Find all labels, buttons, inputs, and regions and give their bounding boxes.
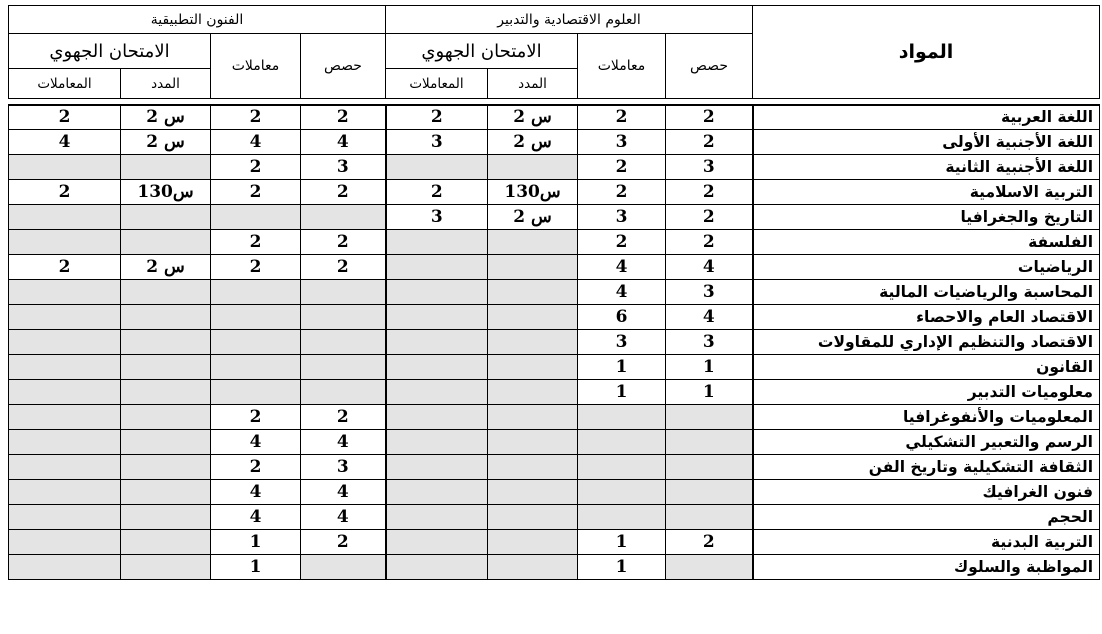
econ-coef-cell: 3	[578, 130, 666, 155]
subject-name: الحجم	[753, 505, 1100, 530]
econ-exam-coef-cell	[386, 230, 488, 255]
econ-exam-coef-cell	[386, 155, 488, 180]
econ-hours-cell: 3	[666, 155, 753, 180]
table-row	[9, 455, 1100, 480]
subject-name: القانون	[753, 355, 1100, 380]
table-row	[9, 355, 1100, 380]
econ-coef-cell: 1	[578, 530, 666, 555]
arts-exam-coef-cell	[9, 555, 121, 580]
arts-hours-cell: 4	[301, 130, 386, 155]
arts-hours-cell: 2	[301, 105, 386, 130]
table-row	[9, 330, 1100, 355]
econ-hours-header: حصص	[666, 34, 753, 99]
econ-duration-cell	[488, 405, 578, 430]
econ-exam-coef-cell	[386, 280, 488, 305]
subject-name: اللغة العربية	[753, 105, 1100, 130]
econ-duration-cell	[488, 155, 578, 180]
econ-hours-cell	[666, 480, 753, 505]
arts-duration-cell	[121, 480, 211, 505]
econ-exam-header: الامتحان الجهوي	[386, 34, 578, 69]
arts-exam-coef-cell: 2	[9, 105, 121, 130]
arts-group-header: الفنون التطبيقية	[9, 6, 386, 34]
subject-name: التربية الاسلامية	[753, 180, 1100, 205]
table-row	[9, 230, 1100, 255]
subject-name: المحاسبة والرياضيات المالية	[753, 280, 1100, 305]
arts-coef-cell: 4	[211, 130, 301, 155]
arts-coef-cell: 4	[211, 505, 301, 530]
table	[8, 5, 1100, 580]
table-row	[9, 305, 1100, 330]
econ-hours-cell: 2	[666, 130, 753, 155]
econ-hours-cell: 2	[666, 105, 753, 130]
arts-exam-coef-cell	[9, 330, 121, 355]
arts-coef-cell	[211, 280, 301, 305]
arts-coef-cell: 1	[211, 555, 301, 580]
arts-hours-cell	[301, 330, 386, 355]
econ-duration-cell: 2 س	[488, 205, 578, 230]
econ-exam-coef-cell	[386, 555, 488, 580]
table-row	[9, 530, 1100, 555]
subjects-header: المواد	[753, 6, 1100, 99]
arts-exam-coef-cell	[9, 405, 121, 430]
econ-duration-cell	[488, 530, 578, 555]
arts-coef-cell: 2	[211, 180, 301, 205]
econ-exam-coef-cell: 2	[386, 180, 488, 205]
arts-duration-cell	[121, 505, 211, 530]
subject-name: اللغة الأجنبية الأولى	[753, 130, 1100, 155]
arts-coef-cell: 1	[211, 530, 301, 555]
arts-duration-cell	[121, 355, 211, 380]
econ-duration-cell	[488, 230, 578, 255]
econ-coef-cell	[578, 505, 666, 530]
econ-coef-cell: 4	[578, 280, 666, 305]
econ-duration-cell	[488, 305, 578, 330]
econ-coef-cell: 1	[578, 555, 666, 580]
table-row	[9, 555, 1100, 580]
econ-coef-cell: 2	[578, 155, 666, 180]
econ-hours-cell: 1	[666, 355, 753, 380]
table-header	[9, 6, 1100, 105]
econ-hours-cell	[666, 405, 753, 430]
econ-duration-cell	[488, 555, 578, 580]
arts-exam-coef-cell	[9, 205, 121, 230]
arts-duration-cell	[121, 205, 211, 230]
econ-hours-cell	[666, 505, 753, 530]
subject-name: التاريخ والجغرافيا	[753, 205, 1100, 230]
arts-duration-cell	[121, 455, 211, 480]
arts-coef-cell	[211, 380, 301, 405]
arts-coef-cell: 2	[211, 405, 301, 430]
arts-exam-coef-cell	[9, 305, 121, 330]
table-body	[9, 105, 1100, 580]
table-row	[9, 180, 1100, 205]
arts-coef-cell: 4	[211, 480, 301, 505]
econ-duration-cell: 2 س	[488, 105, 578, 130]
econ-coef-cell: 6	[578, 305, 666, 330]
arts-coef-cell	[211, 205, 301, 230]
subjects-coefficients-table	[8, 5, 1099, 630]
econ-coef-cell: 1	[578, 355, 666, 380]
arts-hours-cell: 2	[301, 405, 386, 430]
econ-hours-cell: 1	[666, 380, 753, 405]
subject-name: معلوميات التدبير	[753, 380, 1100, 405]
econ-hours-cell: 3	[666, 330, 753, 355]
table-row	[9, 155, 1100, 180]
arts-duration-cell: 2 س	[121, 255, 211, 280]
econ-hours-cell	[666, 455, 753, 480]
econ-duration-cell	[488, 505, 578, 530]
arts-duration-cell	[121, 405, 211, 430]
econ-duration-cell	[488, 280, 578, 305]
arts-coef-cell: 2	[211, 155, 301, 180]
arts-hours-cell: 2	[301, 230, 386, 255]
econ-hours-cell: 4	[666, 255, 753, 280]
arts-duration-cell	[121, 555, 211, 580]
arts-hours-header: حصص	[301, 34, 386, 99]
econ-duration-cell: 2 س	[488, 130, 578, 155]
arts-exam-coef-header: المعاملات	[9, 69, 121, 99]
arts-coef-cell: 2	[211, 105, 301, 130]
subject-name: الفلسفة	[753, 230, 1100, 255]
arts-duration-cell	[121, 380, 211, 405]
econ-exam-coef-cell	[386, 305, 488, 330]
subject-name: الرسم والتعبير التشكيلي	[753, 430, 1100, 455]
arts-exam-coef-cell	[9, 280, 121, 305]
econ-coef-cell: 2	[578, 180, 666, 205]
subject-name: الرياضيات	[753, 255, 1100, 280]
arts-duration-cell	[121, 530, 211, 555]
econ-exam-coef-cell: 3	[386, 205, 488, 230]
econ-exam-coef-cell: 2	[386, 105, 488, 130]
arts-hours-cell: 2	[301, 530, 386, 555]
table-row	[9, 505, 1100, 530]
arts-exam-coef-cell	[9, 155, 121, 180]
table-row	[9, 205, 1100, 230]
arts-exam-coef-cell	[9, 505, 121, 530]
econ-exam-coef-cell	[386, 255, 488, 280]
arts-coef-cell: 2	[211, 230, 301, 255]
arts-hours-cell	[301, 355, 386, 380]
arts-hours-cell	[301, 380, 386, 405]
arts-exam-header: الامتحان الجهوي	[9, 34, 211, 69]
subject-name: المعلوميات والأنفوغرافيا	[753, 405, 1100, 430]
econ-exam-coef-cell: 3	[386, 130, 488, 155]
econ-hours-cell: 2	[666, 230, 753, 255]
arts-exam-coef-cell: 2	[9, 255, 121, 280]
arts-coef-cell	[211, 355, 301, 380]
arts-hours-cell	[301, 280, 386, 305]
econ-exam-coef-cell	[386, 330, 488, 355]
arts-hours-cell: 4	[301, 430, 386, 455]
econ-coef-cell: 2	[578, 230, 666, 255]
arts-duration-cell	[121, 155, 211, 180]
arts-exam-coef-cell	[9, 430, 121, 455]
subject-name: الاقتصاد والتنظيم الإداري للمقاولات	[753, 330, 1100, 355]
econ-exam-coef-cell	[386, 355, 488, 380]
econ-hours-cell	[666, 430, 753, 455]
econ-coef-cell: 3	[578, 330, 666, 355]
arts-duration-header: المدد	[121, 69, 211, 99]
subject-name: التربية البدنية	[753, 530, 1100, 555]
arts-exam-coef-cell	[9, 230, 121, 255]
arts-coef-cell: 2	[211, 255, 301, 280]
econ-duration-cell	[488, 430, 578, 455]
table-row	[9, 405, 1100, 430]
econ-coef-cell: 1	[578, 380, 666, 405]
econ-exam-coef-cell	[386, 480, 488, 505]
econ-duration-cell	[488, 380, 578, 405]
arts-hours-cell: 4	[301, 480, 386, 505]
arts-hours-cell: 2	[301, 180, 386, 205]
table-row	[9, 255, 1100, 280]
econ-duration-cell	[488, 255, 578, 280]
econ-coef-cell	[578, 430, 666, 455]
arts-duration-cell	[121, 430, 211, 455]
table-row	[9, 280, 1100, 305]
table-row	[9, 430, 1100, 455]
arts-hours-cell: 3	[301, 155, 386, 180]
arts-exam-coef-cell: 4	[9, 130, 121, 155]
econ-coef-cell	[578, 455, 666, 480]
econ-group-header: العلوم الاقتصادية والتدبير	[386, 6, 753, 34]
table-row	[9, 380, 1100, 405]
arts-coef-header: معاملات	[211, 34, 301, 99]
arts-exam-coef-cell	[9, 355, 121, 380]
arts-hours-cell	[301, 205, 386, 230]
econ-coef-header: معاملات	[578, 34, 666, 99]
arts-duration-cell	[121, 330, 211, 355]
econ-coef-cell: 3	[578, 205, 666, 230]
econ-hours-cell: 2	[666, 180, 753, 205]
arts-exam-coef-cell	[9, 380, 121, 405]
arts-hours-cell	[301, 555, 386, 580]
arts-exam-coef-cell	[9, 455, 121, 480]
arts-coef-cell	[211, 305, 301, 330]
arts-duration-cell	[121, 230, 211, 255]
econ-duration-cell	[488, 355, 578, 380]
arts-hours-cell	[301, 305, 386, 330]
econ-coef-cell	[578, 405, 666, 430]
econ-exam-coef-cell	[386, 405, 488, 430]
econ-coef-cell: 2	[578, 105, 666, 130]
arts-duration-cell	[121, 305, 211, 330]
econ-hours-cell	[666, 555, 753, 580]
arts-hours-cell: 4	[301, 505, 386, 530]
arts-duration-cell	[121, 280, 211, 305]
arts-coef-cell: 2	[211, 455, 301, 480]
econ-duration-cell	[488, 455, 578, 480]
arts-hours-cell: 2	[301, 255, 386, 280]
econ-hours-cell: 4	[666, 305, 753, 330]
arts-coef-cell	[211, 330, 301, 355]
econ-duration-cell	[488, 480, 578, 505]
econ-coef-cell	[578, 480, 666, 505]
econ-coef-cell: 4	[578, 255, 666, 280]
arts-duration-cell: 1س30	[121, 180, 211, 205]
subject-name: فنون الغرافيك	[753, 480, 1100, 505]
arts-duration-cell: 2 س	[121, 105, 211, 130]
econ-hours-cell: 3	[666, 280, 753, 305]
econ-duration-header: المدد	[488, 69, 578, 99]
subject-name: الاقتصاد العام والاحصاء	[753, 305, 1100, 330]
econ-hours-cell: 2	[666, 205, 753, 230]
econ-exam-coef-header: المعاملات	[386, 69, 488, 99]
arts-exam-coef-cell: 2	[9, 180, 121, 205]
econ-duration-cell	[488, 330, 578, 355]
subject-name: الثقافة التشكيلية وتاريخ الفن	[753, 455, 1100, 480]
arts-exam-coef-cell	[9, 480, 121, 505]
subject-name: المواظبة والسلوك	[753, 555, 1100, 580]
econ-duration-cell: 1س30	[488, 180, 578, 205]
table-row	[9, 105, 1100, 130]
table-row	[9, 480, 1100, 505]
arts-exam-coef-cell	[9, 530, 121, 555]
econ-hours-cell: 2	[666, 530, 753, 555]
econ-exam-coef-cell	[386, 380, 488, 405]
econ-exam-coef-cell	[386, 530, 488, 555]
arts-hours-cell: 3	[301, 455, 386, 480]
econ-exam-coef-cell	[386, 430, 488, 455]
econ-exam-coef-cell	[386, 455, 488, 480]
table-row	[9, 130, 1100, 155]
arts-duration-cell: 2 س	[121, 130, 211, 155]
arts-coef-cell: 4	[211, 430, 301, 455]
econ-exam-coef-cell	[386, 505, 488, 530]
subject-name: اللغة الأجنبية الثانية	[753, 155, 1100, 180]
